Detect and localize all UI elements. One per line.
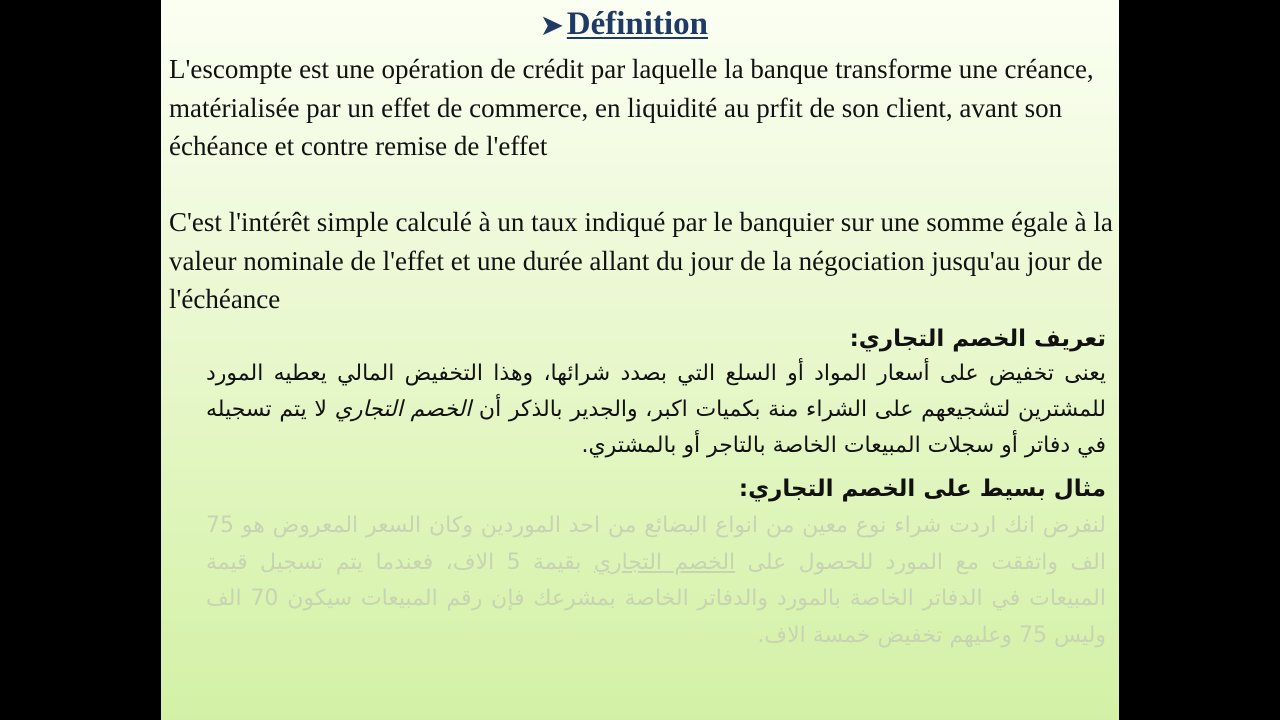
slide xyxy=(161,0,1119,720)
arabic-paragraph-definition-part2: لا يتم تسجيله في دفاتر أو سجلات المبيعات الخاصة بالتاجر أو بالمشتري. xyxy=(206,397,1106,458)
french-paragraph-2: C'est l'intérêt simple calculé à un taux indiqué par le banquier sur une somme égale à la valeur nominale de l'effet et une durée allant du jour de la négociation jusqu'au jour de l'échéance xyxy=(169,207,1113,314)
french-paragraph-1: L'escompte est une opération de crédit par laquelle la banque transforme une créance, matérialisée par un effet de commerce, en liquidité au prfit de son client, avant son échéance et contre remise de l'effet xyxy=(169,54,1094,161)
arabic-underlined-term: الخصم التجاري xyxy=(593,549,736,575)
arabic-heading-definition: تعريف الخصم التجاري: xyxy=(849,326,1106,352)
arabic-italic-term: الخصم التجاري xyxy=(334,397,472,422)
arabic-paragraph-example-part1: لنفرض انك اردت شراء نوع معين من انواع البضائع من احد الموردين وكان السعر المعروض هو 75 الف واتفقت مع المورد للحصول على xyxy=(206,513,1106,575)
slide-title xyxy=(541,6,708,43)
arabic-heading-example: مثال بسيط على الخصم التجاري: xyxy=(738,476,1106,502)
arabic-paragraph-definition-part1: يعنى تخفيض على أسعار المواد أو السلع التي بصدد شرائها، وهذا التخفيض المالي يعطيه المورد للمشترين لتشجيعهم على الشراء منة بكميات اكبر، والجدير بالذكر أن xyxy=(206,361,1106,422)
arrow-bullet-icon: ➤ xyxy=(541,11,563,40)
title-text: Définition xyxy=(566,6,708,42)
arabic-paragraph-example-part2: بقيمة 5 الاف، فعندما يتم تسجيل قيمة المبيعات في الدفاتر الخاصة بالمورد والدفاتر الخاصة بمشرعك فإن رقم المبيعات سيكون 70 الف وليس 75 وعليهم تخفيض خمسة الاف. xyxy=(206,549,1106,648)
arabic-paragraph-definition xyxy=(206,356,1106,464)
arabic-paragraph-example xyxy=(206,508,1106,654)
